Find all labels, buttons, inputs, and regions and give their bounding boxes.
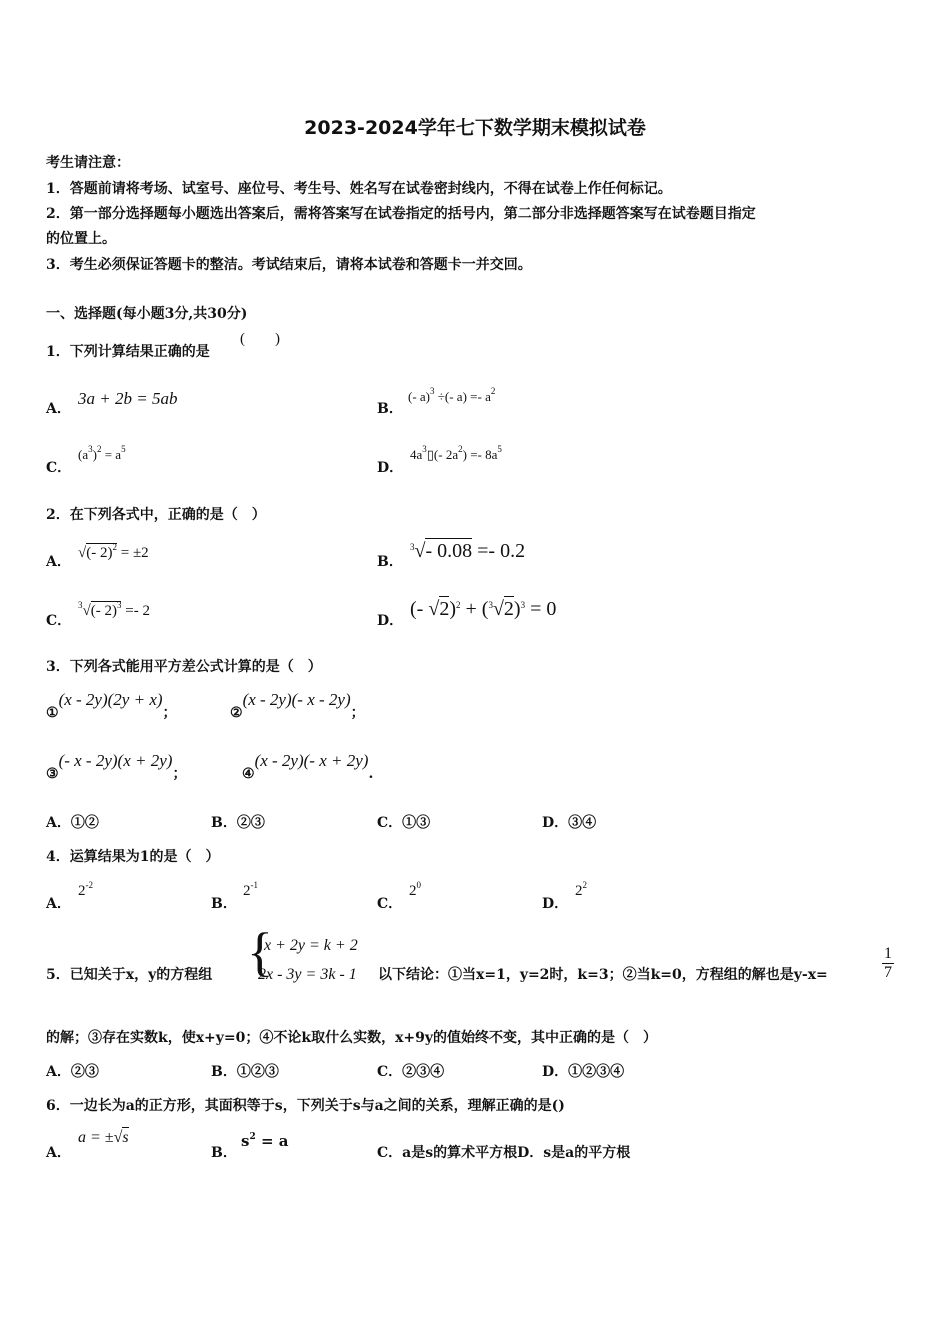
q3-expr-1: ①(x - 2y)(2y + x)； xyxy=(46,690,177,721)
q6-option-c-d: C．a是s的算术平方根D．s是a的平方根 xyxy=(377,1145,631,1161)
q2-c-label: C． xyxy=(46,613,72,629)
q6-a-label: A． xyxy=(46,1145,71,1161)
q2-a-label: A． xyxy=(46,554,71,570)
notice-line-2b: 的位置上。 xyxy=(46,231,116,247)
q3-expr-3: ③(- x - 2y)(x + 2y)； xyxy=(46,751,187,782)
q3-expr-4: ④(x - 2y)(- x + 2y). xyxy=(242,751,374,782)
q5-option-a: A．②③ xyxy=(46,1064,99,1080)
q2-b-expr: $^3$√- 0.08 =- 0.2 xyxy=(410,540,526,562)
q6-a-expr: a = ±√s xyxy=(78,1129,129,1146)
q3-option-b: B．②③ xyxy=(211,815,265,831)
notice-line-2a: 2．第一部分选择题每小题选出答案后，需将答案写在试卷指定的括号内，第二部分非选择题答案写在试卷题目指定 xyxy=(46,206,756,222)
q1-c-label: C． xyxy=(46,460,72,476)
notice-heading: 考生请注意： xyxy=(46,155,130,171)
q4-a-expr: $2^{-2}$ xyxy=(78,880,93,899)
page-title: 2023-2024学年七下数学期末模拟试卷 xyxy=(304,117,646,139)
q2-a-expr: √(- 2)$^2$ = ±2 xyxy=(78,542,149,561)
q2-c-expr: $^3$√(- 2)$^3$ =- 2 xyxy=(78,600,150,619)
q6-b-label: B． xyxy=(211,1145,237,1161)
q5-stem-3: 的解；③存在实数k，使x+y=0；④不论k取什么实数，x+9y的值始终不变，其中正确的是（ ） xyxy=(46,1030,658,1046)
q1-b-expr: (- a)$^3$ ÷(- $a) =- a^2$ xyxy=(408,386,496,404)
q3-option-c: C．①③ xyxy=(377,815,431,831)
q4-c-expr: $2^0$ xyxy=(409,880,421,899)
q2-b-label: B． xyxy=(377,554,403,570)
q4-stem: 4．运算结果为1的是（ ） xyxy=(46,849,220,865)
notice-line-1: 1．答题前请将考场、试室号、座位号、考生号、姓名写在试卷密封线内，不得在试卷上作任何标记。 xyxy=(46,181,672,197)
q6-stem: 6．一边长为a的正方形，其面积等于s，下列关于s与a之间的关系，理解正确的是() xyxy=(46,1098,565,1114)
q3-stem: 3．下列各式能用平方差公式计算的是（ ） xyxy=(46,659,322,675)
q2-d-label: D． xyxy=(377,613,404,629)
q2-stem: 2．在下列各式中，正确的是（ ） xyxy=(46,507,266,523)
section-heading: 一、选择题(每小题3分,共30分) xyxy=(46,306,248,322)
q5-option-b: B．①②③ xyxy=(211,1064,279,1080)
q6-b-expr: $s^2 = a$ xyxy=(241,1132,289,1150)
q4-c-label: C． xyxy=(377,896,403,912)
q4-b-label: B． xyxy=(211,896,237,912)
q4-b-expr: $2^{-1}$ xyxy=(243,880,258,899)
q1-paren: ( ) xyxy=(240,331,280,347)
q4-d-expr: $2^2$ xyxy=(575,880,587,899)
q1-b-label: B． xyxy=(377,401,403,417)
notice-line-3: 3．考生必须保证答题卡的整洁。考试结束后，请将本试卷和答题卡一并交回。 xyxy=(46,257,532,273)
q3-option-a: A．①② xyxy=(46,815,99,831)
q4-d-label: D． xyxy=(542,896,569,912)
q5-eq2: 2x - 3y = 3k - 1 xyxy=(258,966,357,983)
q1-d-label: D． xyxy=(377,460,404,476)
q5-option-d: D．①②③④ xyxy=(542,1064,625,1080)
q1-stem: 1．下列计算结果正确的是 xyxy=(46,344,210,360)
q1-a-label: A． xyxy=(46,401,71,417)
q5-fraction: $\frac{1}{7}$ xyxy=(884,945,892,981)
q2-d-expr: (- $√2)^2 + (^3√2)^3 = 0$ xyxy=(410,598,557,620)
q4-a-label: A． xyxy=(46,896,71,912)
q5-stem-2: 以下结论：①当x=1，y=2时，k=3；②当k=0，方程组的解也是y-x= xyxy=(378,967,828,983)
q3-expr-2: ②(x - 2y)(- x - 2y)； xyxy=(230,690,365,721)
q5-brace: { xyxy=(247,922,273,982)
q5-option-c: C．②③④ xyxy=(377,1064,445,1080)
q3-option-d: D．③④ xyxy=(542,815,597,831)
q1-d-expr: $4a^3▯(-$ $2a^2) =- 8a^5$ xyxy=(410,444,502,462)
q1-c-expr: $(a^3)^2 = a^5$ xyxy=(78,444,126,462)
q5-eq1: x + 2y = k + 2 xyxy=(264,937,358,954)
q1-a-expr: 3a + 2b = 5ab xyxy=(78,389,178,408)
q5-stem: 5．已知关于x，y的方程组 xyxy=(46,967,213,983)
